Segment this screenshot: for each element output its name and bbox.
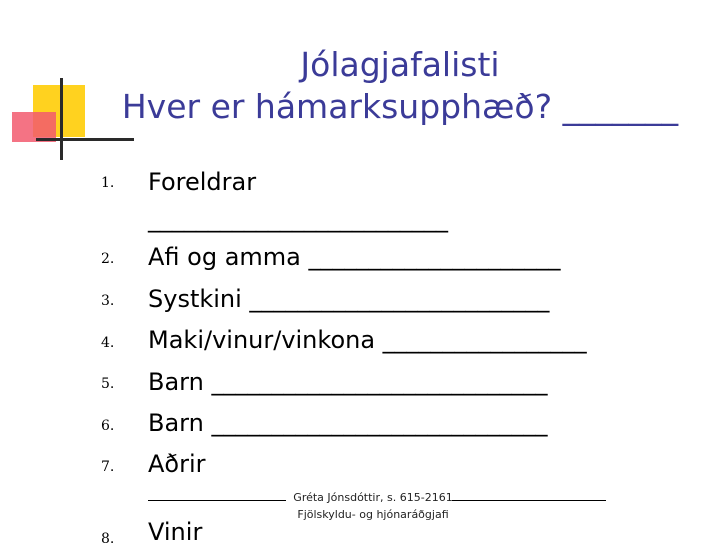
list-number-1: 1. — [101, 175, 115, 191]
list-item-others: Aðrir — [148, 450, 206, 478]
list-item-grandparents: Afi og amma _____________________ — [148, 243, 561, 271]
list-number-8: 8. — [101, 531, 115, 547]
footer-role: Fjölskyldu- og hjónaráðgjafi — [297, 508, 449, 521]
list-number-4: 4. — [101, 335, 115, 351]
list-number-6: 6. — [101, 418, 115, 434]
list-number-7: 7. — [101, 459, 115, 475]
list-number-3: 3. — [101, 293, 115, 309]
list-item-parents: Foreldrar — [148, 168, 257, 196]
list-item-child-2: Barn ____________________________ — [148, 409, 548, 437]
list-item-siblings: Systkini _________________________ — [148, 285, 550, 313]
list-item-friends: Vinir — [148, 518, 203, 546]
decor-horizontal-line — [36, 138, 134, 141]
slide-subtitle: Hver er hámarksupphæð? _______ — [121, 87, 679, 126]
list-number-5: 5. — [101, 376, 115, 392]
list-item-parents-blank: _________________________ — [148, 205, 448, 233]
footer-author: Gréta Jónsdóttir, s. 615-2161 — [293, 491, 453, 504]
list-number-2: 2. — [101, 251, 115, 267]
list-item-partner: Maki/vinur/vinkona _________________ — [148, 326, 587, 354]
list-item-child-1: Barn ____________________________ — [148, 368, 548, 396]
slide-title: Jólagjafalisti — [300, 45, 500, 84]
